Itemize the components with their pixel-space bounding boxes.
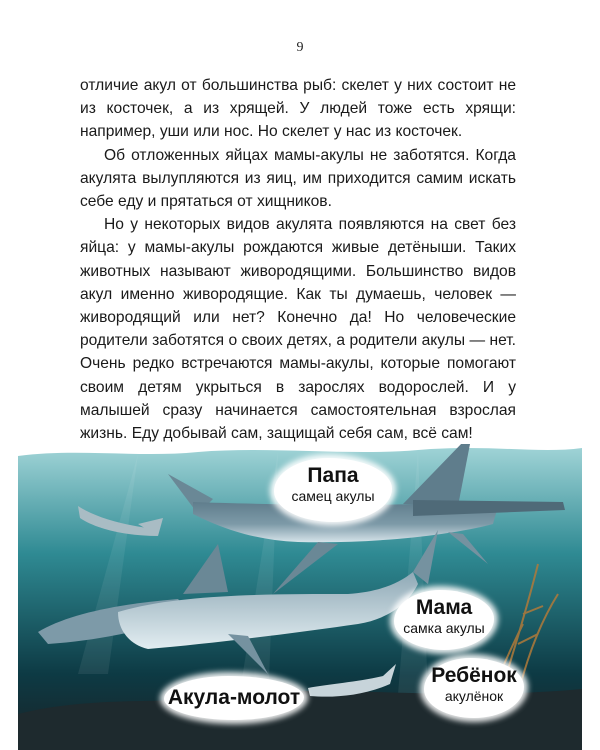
body-text bbox=[80, 74, 516, 445]
baby-subtitle: акулёнок bbox=[444, 688, 504, 704]
papa-label bbox=[274, 464, 392, 505]
baby-label bbox=[424, 664, 524, 705]
papa-title: Папа bbox=[307, 464, 359, 487]
paragraph-3: Но у некоторых видов акулята появляются на свет без яйца: у мамы-акулы рождаются живые детёныши. Таких животных называют живородящими. Большинство видов акул именно живородящие. Как ты думаешь, человек — живородящий или нет? Конечно да! Но человеческие родители заботятся о своих детях, а родители акулы — нет. Очень редко встречаются мамы-акулы, которые помогают своим детям укрыться в зарослях водорослей. И у малышей сразу начинается самостоятельная взрослая жизнь. Еду добывай сам, защищай себя сам, всё сам! bbox=[80, 216, 516, 443]
mama-subtitle: самка акулы bbox=[403, 620, 485, 636]
species-label bbox=[164, 686, 304, 710]
paragraph-1: отличие акул от большинства рыб: скелет у них состоит не из косточек, а из хрящей. У людей тоже есть хрящи: например, уши или нос. Но скелет у нас из косточек. bbox=[80, 77, 516, 141]
mama-label bbox=[394, 596, 494, 637]
species-title: Акула-молот bbox=[167, 686, 301, 709]
baby-title: Ребёнок bbox=[431, 664, 517, 687]
paragraph-2: Об отложенных яйцах мамы-акулы не заботятся. Когда акулята вылупляются из яиц, им приходится самим искать себе еду и прятаться от хищников. bbox=[80, 146, 516, 211]
papa-subtitle: самец акулы bbox=[291, 488, 375, 504]
mama-title: Мама bbox=[415, 596, 473, 619]
hammerhead-illustration bbox=[18, 444, 582, 750]
page-number: 9 bbox=[296, 40, 304, 55]
